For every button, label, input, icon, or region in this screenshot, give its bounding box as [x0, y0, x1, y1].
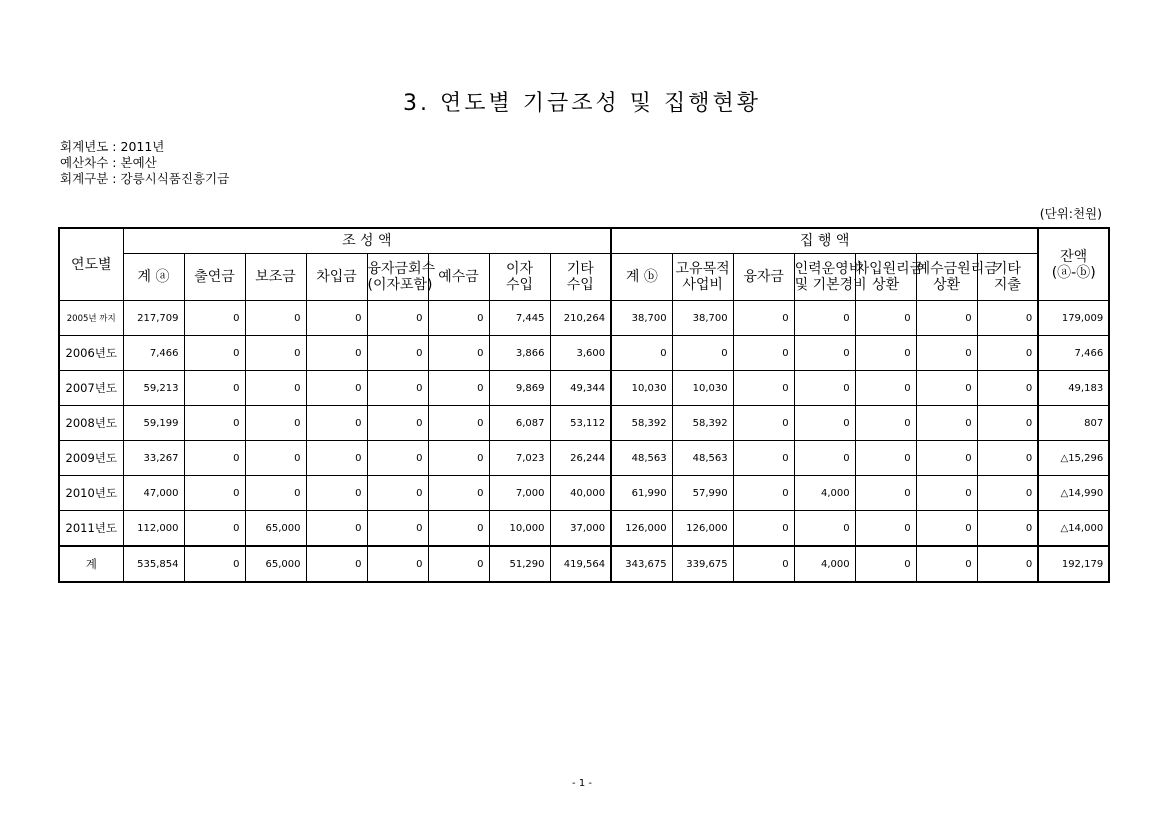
table-cell: 0 [306, 441, 367, 476]
table-row [59, 476, 1109, 511]
table-cell: 0 [916, 441, 977, 476]
table-cell: 0 [367, 406, 428, 441]
table-cell: 179,009 [1038, 301, 1109, 336]
table-cell: 0 [916, 371, 977, 406]
table-cell: 0 [855, 301, 916, 336]
table-cell: 0 [611, 336, 672, 371]
table-cell: 59,213 [123, 371, 184, 406]
table-cell: 40,000 [550, 476, 611, 511]
table-cell: 0 [794, 511, 855, 547]
col-header: 융자금회수 (이자포함) [367, 254, 428, 301]
table-cell: 0 [184, 301, 245, 336]
table-cell: 61,990 [611, 476, 672, 511]
table-cell: 0 [733, 476, 794, 511]
col-header: 기타 수입 [550, 254, 611, 301]
table-cell: 0 [977, 511, 1038, 547]
col-header: 차입원리금 상환 [855, 254, 916, 301]
row-label: 2005년 까지 [59, 301, 123, 336]
page-title: 3. 연도별 기금조성 및 집행현황 [403, 91, 761, 116]
table-cell: 9,869 [489, 371, 550, 406]
row-label: 2006년도 [59, 336, 123, 371]
unit-label: (단위:천원) [1039, 206, 1102, 221]
table-cell: 0 [184, 336, 245, 371]
table-cell: 0 [977, 371, 1038, 406]
year-header: 연도별 [59, 228, 123, 301]
table-row [59, 511, 1109, 547]
table-cell: 0 [794, 441, 855, 476]
table-cell: 0 [855, 336, 916, 371]
table-cell: 53,112 [550, 406, 611, 441]
table-cell: 0 [184, 371, 245, 406]
table-cell: 0 [184, 511, 245, 547]
table-cell: 0 [306, 406, 367, 441]
col-header: 차입금 [306, 254, 367, 301]
table-cell: 48,563 [672, 441, 733, 476]
col-header: 고유목적 사업비 [672, 254, 733, 301]
col-header: 출연금 [184, 254, 245, 301]
table-cell: 38,700 [672, 301, 733, 336]
col-header: 예수금 [428, 254, 489, 301]
table-cell: 0 [977, 441, 1038, 476]
row-label: 2009년도 [59, 441, 123, 476]
table-cell: 58,392 [611, 406, 672, 441]
table-cell: 0 [733, 441, 794, 476]
fund-table [58, 227, 1110, 583]
table-cell: 7,466 [123, 336, 184, 371]
table-row [59, 441, 1109, 476]
table-cell: 0 [733, 511, 794, 547]
table-cell: 0 [916, 476, 977, 511]
table-cell: 0 [306, 301, 367, 336]
page-number: - 1 - [572, 778, 592, 789]
table-cell: 0 [184, 406, 245, 441]
table-cell: 0 [794, 371, 855, 406]
meta-budget-round: 예산차수 : 본예산 [60, 155, 157, 170]
table-cell: 126,000 [672, 511, 733, 547]
table-cell: 10,030 [611, 371, 672, 406]
table-cell: 0 [977, 476, 1038, 511]
table-cell: 0 [367, 476, 428, 511]
balance-header: 잔액 (ⓐ-ⓑ) [1038, 228, 1109, 301]
meta-info [60, 139, 229, 187]
table-cell: 0 [733, 406, 794, 441]
table-cell: 807 [1038, 406, 1109, 441]
table-cell: 0 [367, 371, 428, 406]
table-cell: 0 [306, 511, 367, 547]
table-cell: 210,264 [550, 301, 611, 336]
table-cell: 0 [733, 336, 794, 371]
table-cell: 0 [977, 546, 1038, 582]
table-cell: 0 [428, 546, 489, 582]
table-cell: 0 [794, 406, 855, 441]
col-header: 이자 수입 [489, 254, 550, 301]
table-cell: 65,000 [245, 546, 306, 582]
table-cell: △14,990 [1038, 476, 1109, 511]
table-cell: 0 [672, 336, 733, 371]
table-cell: 6,087 [489, 406, 550, 441]
col-header: 융자금 [733, 254, 794, 301]
table-cell: 0 [306, 336, 367, 371]
table-cell: 112,000 [123, 511, 184, 547]
table-cell: 51,290 [489, 546, 550, 582]
table-cell: 535,854 [123, 546, 184, 582]
table-cell: 4,000 [794, 476, 855, 511]
table-row [59, 371, 1109, 406]
table-cell: 33,267 [123, 441, 184, 476]
table-cell: 49,344 [550, 371, 611, 406]
table-cell: 0 [733, 371, 794, 406]
table-cell: 0 [245, 336, 306, 371]
table-cell: 49,183 [1038, 371, 1109, 406]
table-cell: 10,000 [489, 511, 550, 547]
table-cell: 0 [855, 371, 916, 406]
table-cell: 126,000 [611, 511, 672, 547]
col-header: 예수금원리금 상환 [916, 254, 977, 301]
table-cell: 0 [245, 301, 306, 336]
table-cell: 0 [367, 441, 428, 476]
col-header: 기타 지출 [977, 254, 1038, 301]
table-row [59, 301, 1109, 336]
formation-group-header: 조 성 액 [123, 228, 611, 254]
table-cell: 0 [977, 406, 1038, 441]
meta-account-type: 회계구분 : 강릉시식품진흥기금 [60, 171, 230, 186]
table-cell: 0 [184, 476, 245, 511]
table-cell: 343,675 [611, 546, 672, 582]
table-cell: 339,675 [672, 546, 733, 582]
row-label: 2010년도 [59, 476, 123, 511]
table-cell: 0 [428, 371, 489, 406]
table-cell: 0 [855, 476, 916, 511]
table-cell: 0 [184, 441, 245, 476]
table-cell: 0 [977, 336, 1038, 371]
table-cell: 0 [245, 371, 306, 406]
table-cell: 0 [306, 476, 367, 511]
table-body [59, 301, 1109, 583]
table-cell: 0 [977, 301, 1038, 336]
table-cell: 59,199 [123, 406, 184, 441]
table-cell: 0 [428, 336, 489, 371]
table-cell: 7,445 [489, 301, 550, 336]
table-cell: 0 [245, 406, 306, 441]
table-cell: 58,392 [672, 406, 733, 441]
table-cell: 0 [428, 301, 489, 336]
table-cell: 7,466 [1038, 336, 1109, 371]
col-header: 인력운영비 및 기본경비 [794, 254, 855, 301]
table-cell: 0 [367, 301, 428, 336]
table-cell: 0 [367, 336, 428, 371]
table-cell: 0 [245, 476, 306, 511]
table-cell: 0 [428, 511, 489, 547]
table-cell: 0 [245, 441, 306, 476]
table-cell: 0 [428, 441, 489, 476]
table-cell: 0 [855, 546, 916, 582]
table-cell: 0 [916, 511, 977, 547]
col-header: 계 ⓑ [611, 254, 672, 301]
table-cell: 0 [855, 441, 916, 476]
table-cell: 419,564 [550, 546, 611, 582]
table-row [59, 336, 1109, 371]
table-cell: 217,709 [123, 301, 184, 336]
table-row [59, 406, 1109, 441]
table-cell: 26,244 [550, 441, 611, 476]
table-cell: 0 [794, 336, 855, 371]
table-cell: 37,000 [550, 511, 611, 547]
table-cell: 0 [855, 406, 916, 441]
table-cell: 3,600 [550, 336, 611, 371]
table-cell: 48,563 [611, 441, 672, 476]
table-cell: 38,700 [611, 301, 672, 336]
col-header: 계 ⓐ [123, 254, 184, 301]
table-cell: 0 [428, 476, 489, 511]
table-cell: △15,296 [1038, 441, 1109, 476]
row-label: 2007년도 [59, 371, 123, 406]
table-cell: 47,000 [123, 476, 184, 511]
table-cell: 4,000 [794, 546, 855, 582]
col-header: 보조금 [245, 254, 306, 301]
meta-fiscal-year: 회계년도 : 2011년 [60, 139, 165, 154]
table-cell: 7,000 [489, 476, 550, 511]
table-cell: 3,866 [489, 336, 550, 371]
table-cell: △14,000 [1038, 511, 1109, 547]
table-cell: 10,030 [672, 371, 733, 406]
table-cell: 192,179 [1038, 546, 1109, 582]
table-cell: 0 [306, 546, 367, 582]
table-cell: 0 [855, 511, 916, 547]
table-cell: 0 [916, 546, 977, 582]
table-cell: 0 [367, 511, 428, 547]
table-cell: 0 [733, 546, 794, 582]
table-cell: 0 [367, 546, 428, 582]
table-cell: 0 [916, 301, 977, 336]
table-cell: 0 [428, 406, 489, 441]
row-label: 2011년도 [59, 511, 123, 547]
row-label: 계 [59, 546, 123, 582]
table-cell: 57,990 [672, 476, 733, 511]
table-cell: 0 [916, 406, 977, 441]
table-cell: 65,000 [245, 511, 306, 547]
table-cell: 0 [916, 336, 977, 371]
table-cell: 0 [306, 371, 367, 406]
table-cell: 0 [184, 546, 245, 582]
table-row [59, 546, 1109, 582]
table-cell: 7,023 [489, 441, 550, 476]
row-label: 2008년도 [59, 406, 123, 441]
table-cell: 0 [794, 301, 855, 336]
execution-group-header: 집 행 액 [611, 228, 1038, 254]
table-cell: 0 [733, 301, 794, 336]
